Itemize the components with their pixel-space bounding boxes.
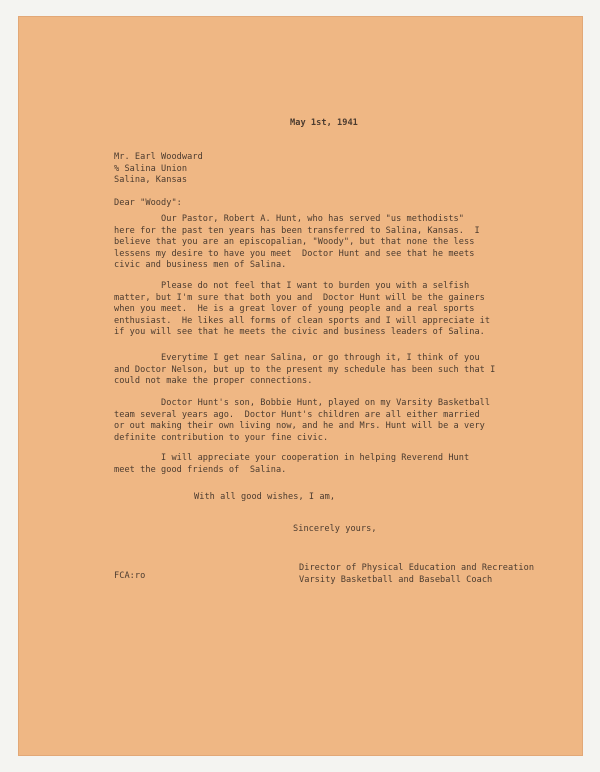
body-paragraph-2: Please do not feel that I want to burden you with a selfish matter, but I'm sure that both you and Doctor Hunt will be the gainers when you meet. He is a great lover of young people and a real sports enthusiast. He likes all forms of clean sports and I will appreciate it if you will see that he meets the civic and business leaders of Salina.: [114, 281, 491, 338]
body-paragraph-4: Doctor Hunt's son, Bobbie Hunt, played on my Varsity Basketball team several years ago. Doctor Hunt's children are all either married or out making their own living now, and he and Mrs. Hunt will be a very definite contribution to your fine civic.: [114, 398, 491, 443]
body-paragraph-5: I will appreciate your cooperation in helping Reverend Hunt meet the good friends of Salina.: [114, 453, 470, 475]
signer-title: Director of Physical Education and Recreation Varsity Basketball and Baseball Coach: [299, 563, 535, 585]
letter-date: May 1st, 1941: [290, 118, 358, 128]
signoff: Sincerely yours,: [293, 524, 377, 534]
salutation: Dear "Woody":: [114, 198, 182, 208]
body-paragraph-1: Our Pastor, Robert A. Hunt, who has served "us methodists" here for the past ten years has been transferred to Salina, Kansas. I believe that you are an episcopalian, "Woody", but that none the less lessens my desire to have you meet Doctor Hunt and see that he meets civic and business men of Salina.: [114, 214, 480, 271]
recipient-address: Mr. Earl Woodward % Salina Union Salina, Kansas: [114, 152, 203, 186]
reference-initials: FCA:ro: [114, 571, 146, 581]
closing-line: With all good wishes, I am,: [194, 492, 336, 502]
letter-page: [18, 16, 583, 756]
body-paragraph-3: Everytime I get near Salina, or go through it, I think of you and Doctor Nelson, but up to the present my schedule has been such that I could not make the proper connections.: [114, 353, 496, 387]
